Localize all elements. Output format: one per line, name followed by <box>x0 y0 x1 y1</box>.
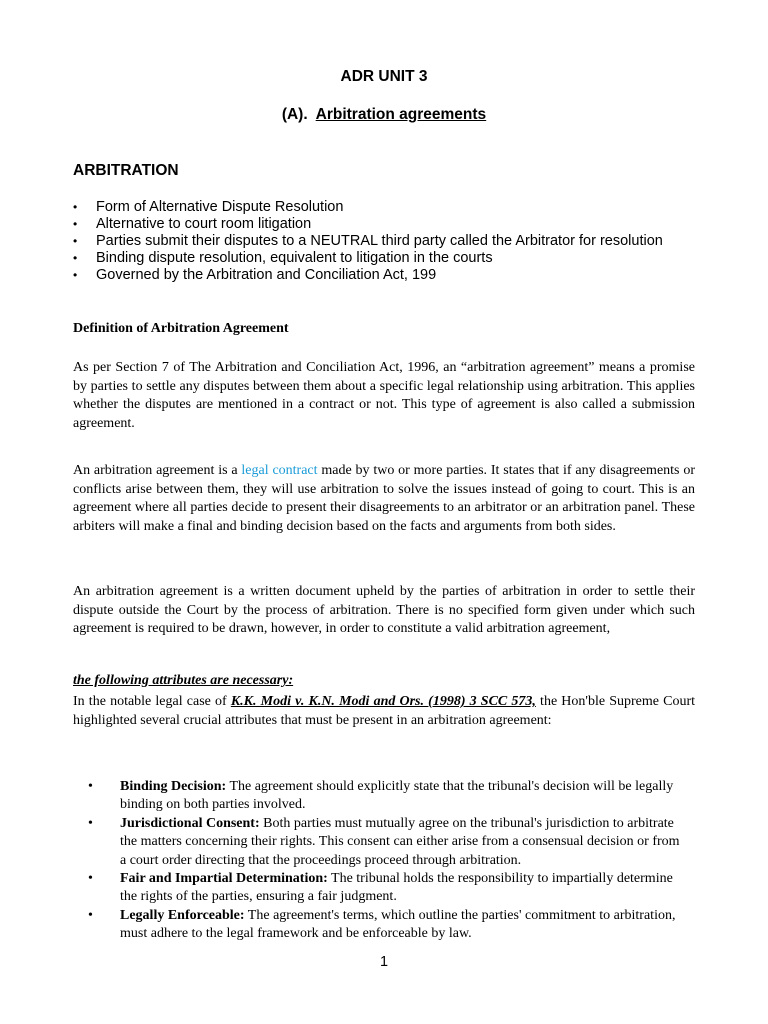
paragraph-text: An arbitration agreement is a <box>73 463 242 478</box>
attribute-text: The agreement should explicitly state that the tribunal's decision will be legally binding on both parties involved. <box>120 779 674 813</box>
attribute-term: Binding Decision: <box>120 779 227 794</box>
document-title: ADR UNIT 3 <box>340 68 428 85</box>
case-citation: K.K. Modi v. K.N. Modi and Ors. (1998) 3 SCC 573, <box>230 694 536 709</box>
attribute-text: The agreement's terms, which outline the parties' commitment to arbitration, must adhere to the legal framework and be enforceable by law. <box>120 907 676 942</box>
intro-bullet-item: • Binding dispute resolution, equivalent to litigation in the courts <box>73 250 673 267</box>
attribute-item <box>88 907 688 944</box>
attribute-item <box>88 815 688 870</box>
paragraph-text: made by two or more parties. It states that if any disagreements or conflicts arise between them, they will use arbitration to solve the issues instead of going to court. This is an agreement where all parties decide to present their disagreements to an arbitrator or an arbitration panel. These arbiters will make a final and binding decision based on the facts and arguments from both sides. <box>73 463 695 534</box>
paragraph-legal-contract <box>73 462 695 536</box>
section-heading: ARBITRATION <box>73 162 179 179</box>
page-number: 1 <box>379 954 389 970</box>
intro-bullet-item: • Form of Alternative Dispute Resolution <box>73 199 673 216</box>
attribute-item <box>88 778 688 815</box>
paragraph-text: In the notable legal case of <box>73 694 231 709</box>
attribute-term: Legally Enforceable: <box>120 907 245 923</box>
attributes-list <box>88 778 688 944</box>
intro-bullet-item: • Parties submit their disputes to a NEUTRAL third party called the Arbitrator for resolution <box>73 233 673 250</box>
legal-contract-link[interactable]: legal contract <box>241 463 318 478</box>
intro-bullet-item: • Governed by the Arbitration and Conciliation Act, 199 <box>73 267 673 284</box>
attribute-term: Fair and Impartial Determination: <box>120 871 328 887</box>
definition-heading: Definition of Arbitration Agreement <box>73 321 289 336</box>
section-subtitle <box>0 106 768 124</box>
intro-bullet-list <box>73 199 673 284</box>
subtitle-text: Arbitration agreements <box>315 106 487 123</box>
intro-bullet-item: • Alternative to court room litigation <box>73 216 673 233</box>
attribute-item <box>88 870 688 907</box>
paragraph-section-7: As per Section 7 of The Arbitration and Conciliation Act, 1996, an “arbitration agreement” means a promise by parties to settle any disputes between them about a specific legal relationship using arbitration. This applies whether the disputes are mentioned in a contract or not. This type of agreement is also called a submission agreement. <box>73 360 695 431</box>
paragraph-case-law <box>73 693 695 730</box>
paragraph-text: the Hon'ble Supreme Court highlighted several crucial attributes that must be present in an arbitration agreement: <box>73 694 695 728</box>
attributes-heading: the following attributes are necessary: <box>73 673 294 688</box>
attribute-term: Jurisdictional Consent: <box>120 815 260 831</box>
attribute-text: Both parties must mutually agree on the tribunal's jurisdiction to arbitrate the matters concerning their rights. This consent can either arise from a consensual decision or from a court order directing that the proceedings proceed through arbitration. <box>120 815 680 868</box>
subtitle-prefix: (A). <box>281 106 308 123</box>
attribute-text: The tribunal holds the responsibility to impartially determine the rights of the parties, ensuring a fair judgment. <box>120 871 673 905</box>
paragraph-written-document: An arbitration agreement is a written document upheld by the parties of arbitration in order to settle their dispute outside the Court by the process of arbitration. There is no specified form given under which such agreement is required to be drawn, however, in order to constitute a valid arbitration agreement, <box>73 584 695 636</box>
